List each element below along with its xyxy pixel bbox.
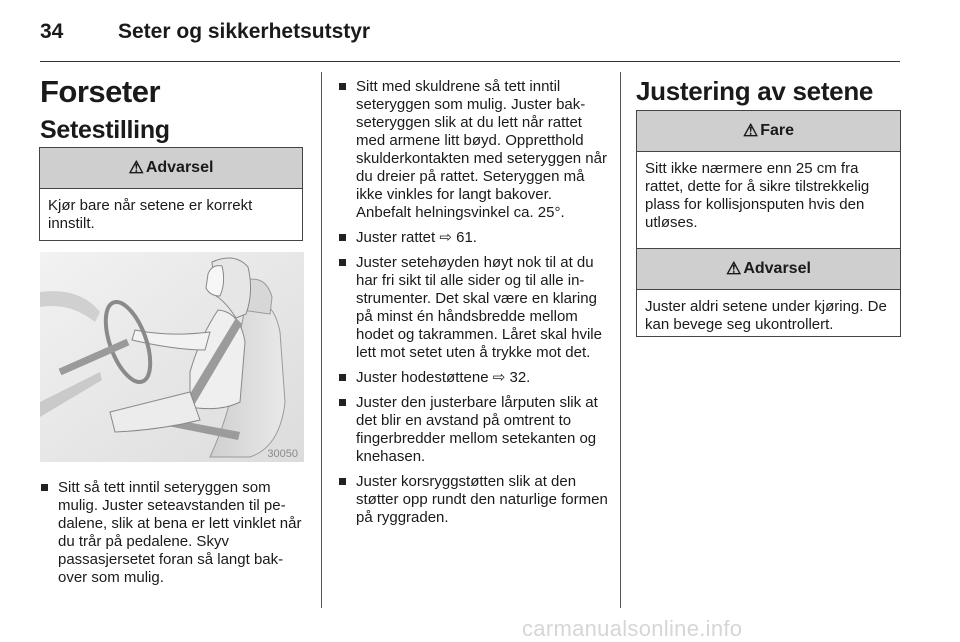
list-item: Juster setehøyden høyt nok til at du har fri sikt til alle sider og til alle instrumenter. Det skal være en klaring på minst én håndsbredde mellom hodet og takrammen. Låret skal hvile lett mot setet uten å trykke mot det. (338, 254, 610, 362)
column-divider-1 (321, 72, 322, 608)
warning-text-2: Juster aldri setene under kjøring. De kan bevege seg ukontrollert. (645, 298, 887, 333)
page-number: 34 (40, 20, 64, 43)
warning-header-2 (637, 249, 900, 290)
list-item: Juster hodestøttene ⇨ 32. (338, 369, 610, 387)
seat-position-illustration (40, 252, 304, 462)
danger-text: Sitt ikke nærmere enn 25 cm fra rattet, dette for å sikre tilstrekkelig plass for kollisjonsputen hvis den utløses. (645, 160, 870, 231)
col1-bullet-list (40, 479, 306, 594)
warning-triangle-icon: ⚠ (742, 121, 759, 140)
header-rule (40, 61, 900, 62)
danger-title: Fare (760, 122, 795, 139)
warning-header (40, 148, 302, 189)
warning-box-2 (636, 248, 901, 337)
list-item: Sitt så tett inntil seteryggen som mulig. Juster seteavstanden til pedalene, slik at bena er lett vinklet når du trår på pedalene. Skyv passasjersetet foran så langt bakover som mulig. (40, 479, 306, 587)
list-item: Sitt med skuldrene så tett inntil seteryggen som mulig. Juster bakseteryggen slik at du lett når rattet med armene litt bøyd. Oppretthold skulderkontakten med seteryggen når du dreier på rattet. Seteryggen må ikke vinkles for langt bakover. Anbefalt helningsvinkel ca. 25°. (338, 78, 610, 222)
list-item: Juster korsryggstøtten slik at den støtter opp rundt den naturlige formen på ryggraden. (338, 473, 610, 527)
subsection-heading: Setestilling (40, 116, 170, 144)
warning-triangle-icon: ⚠ (128, 158, 144, 177)
danger-box (636, 110, 901, 260)
warning-text: Kjør bare når setene er korrekt innstilt. (48, 197, 253, 232)
col2-bullet-list (338, 78, 610, 534)
danger-header (637, 111, 900, 152)
section-heading: Forseter (40, 74, 161, 109)
chapter-title: Seter og sikkerhetsutstyr (118, 20, 371, 43)
section-heading-adjustment: Justering av setene (636, 76, 874, 106)
warning-triangle-icon: ⚠ (726, 259, 742, 278)
column-divider-2 (620, 72, 621, 608)
warning-title-2: Advarsel (743, 260, 811, 277)
warning-box (39, 147, 303, 241)
list-item: Juster rattet ⇨ 61. (338, 229, 610, 247)
list-item: Juster den justerbare lårputen slik at det blir en avstand på omtrent to fingerbredder mellom setekanten og knehasen. (338, 394, 610, 466)
site-watermark: carmanualsonline.info (522, 616, 743, 641)
driver-seat-figure (40, 252, 304, 462)
figure-number: 30050 (267, 448, 298, 460)
warning-title: Advarsel (145, 159, 214, 176)
